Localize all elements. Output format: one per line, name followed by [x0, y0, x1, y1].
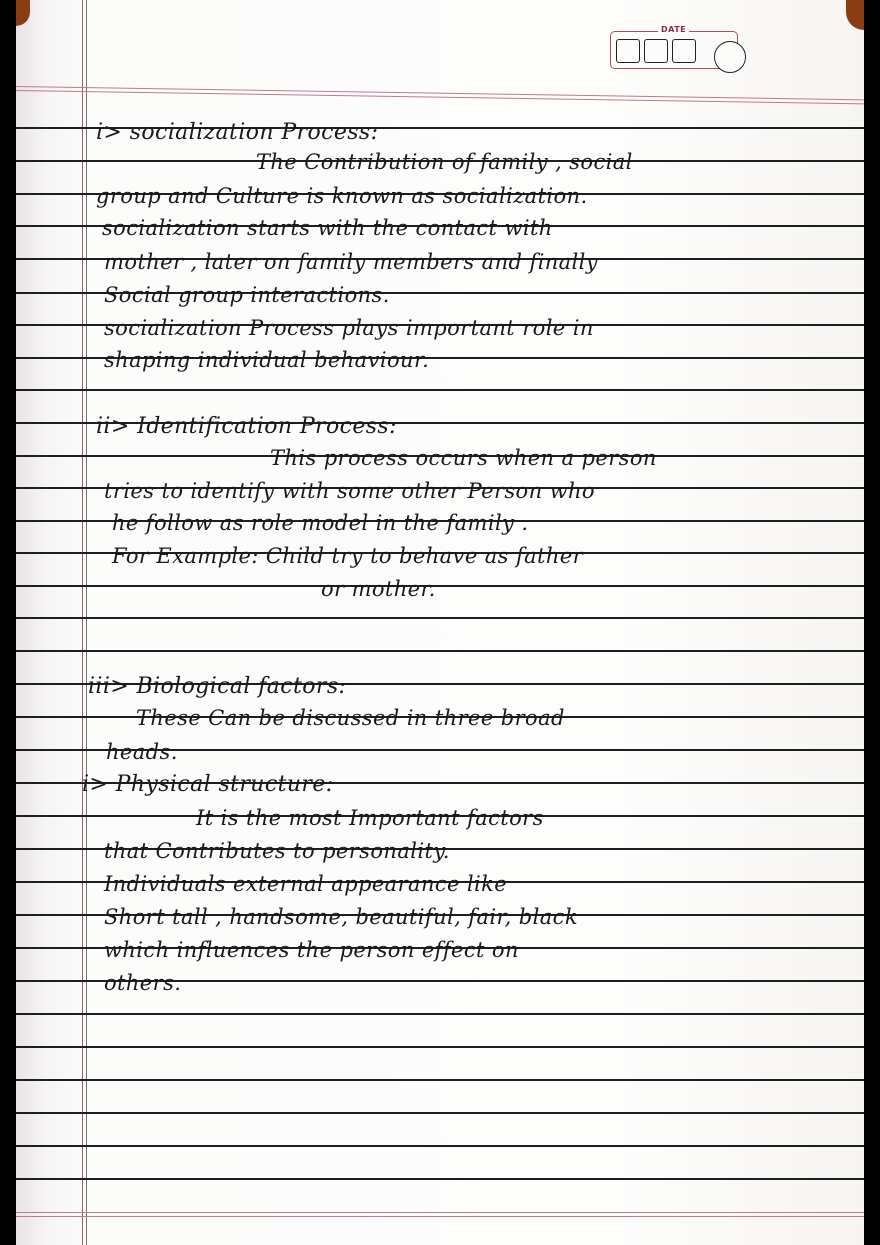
- margin-line: [82, 0, 83, 1245]
- section-heading-socialization: i> socialization Process:: [96, 120, 379, 145]
- rule-line: [16, 585, 864, 587]
- text-line: that Contributes to personality.: [104, 839, 450, 863]
- text-line: The Contribution of family , social: [256, 150, 633, 174]
- text-line: he follow as role model in the family .: [112, 511, 529, 535]
- text-line: tries to identify with some other Person who: [104, 479, 595, 503]
- date-cell-year: [672, 39, 696, 63]
- rule-line: [16, 650, 864, 652]
- rule-line: [16, 1178, 864, 1180]
- text-line: socialization Process plays important role in: [104, 316, 594, 340]
- rule-line: [16, 617, 864, 619]
- text-line: Short tall , handsome, beautiful, fair, black: [104, 905, 578, 929]
- rule-line: [16, 1112, 864, 1114]
- text-line: group and Culture is known as socialization.: [96, 184, 588, 208]
- bottom-rule: [16, 1212, 864, 1217]
- text-line: Social group interactions.: [104, 283, 390, 307]
- text-line: which influences the person effect on: [104, 938, 519, 962]
- photo-border-left: [0, 0, 16, 1245]
- rule-line: [16, 1013, 864, 1015]
- photo-border-right: [864, 0, 880, 1245]
- date-cell-day: [616, 39, 640, 63]
- date-label: DATE: [658, 25, 689, 34]
- text-line: or mother.: [321, 577, 436, 601]
- section-heading-identification: ii> Identification Process:: [96, 414, 397, 439]
- text-line: These Can be discussed in three broad: [136, 706, 565, 730]
- text-line: This process occurs when a person: [270, 446, 657, 470]
- notebook-page: [16, 0, 864, 1245]
- text-line: heads.: [106, 740, 178, 764]
- rule-line: [16, 389, 864, 391]
- date-cell-month: [644, 39, 668, 63]
- date-box: [610, 25, 740, 75]
- section-heading-biological: iii> Biological factors:: [88, 674, 347, 699]
- top-rule: [16, 86, 864, 104]
- subheading-physical-structure: i> Physical structure:: [82, 772, 334, 797]
- text-line: socialization starts with the contact with: [102, 216, 553, 240]
- text-line: others.: [104, 971, 182, 995]
- page-number-circle: [714, 41, 746, 73]
- text-line: It is the most Important factors: [196, 806, 544, 830]
- rule-line: [16, 1046, 864, 1048]
- text-line: For Example: Child try to behave as father: [112, 544, 584, 568]
- text-line: shaping individual behaviour.: [104, 348, 430, 372]
- rule-line: [16, 1079, 864, 1081]
- text-line: mother , later on family members and finally: [104, 250, 599, 274]
- margin-line: [86, 0, 87, 1245]
- text-line: Individuals external appearance like: [104, 872, 508, 896]
- rule-line: [16, 1145, 864, 1147]
